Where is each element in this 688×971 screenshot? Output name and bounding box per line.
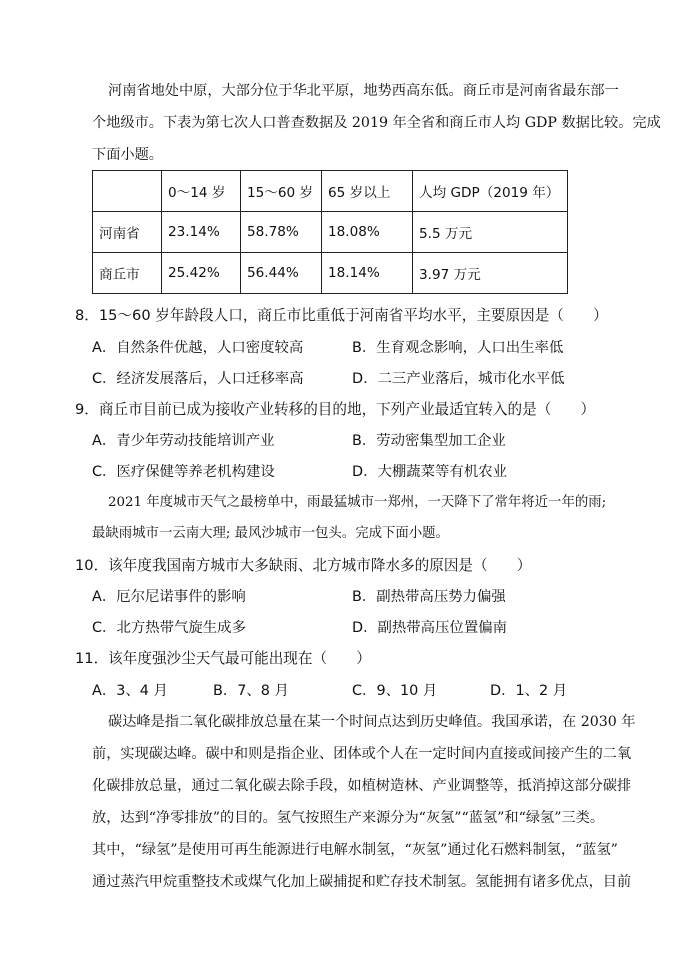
question-11-option-a: A．3、4 月 — [92, 683, 168, 699]
intro1-line-1: 河南省地处中原，大部分位于华北平原，地势西高东低。商丘市是河南省最东部一 — [108, 83, 619, 99]
table-cell: 25.42% — [162, 253, 241, 294]
question-9-stem: 9．商丘市目前已成为接收产业转移的目的地，下列产业最适宜转入的是（ ） — [75, 401, 596, 418]
table-cell: 河南省 — [93, 212, 162, 253]
question-9-option-c: C．医疗保健等养老机构建设 — [92, 464, 275, 480]
table-header-row — [93, 171, 568, 212]
population-gdp-table — [92, 170, 568, 294]
question-9-option-d: D．大棚蔬菜等有机农业 — [352, 464, 507, 480]
intro1-line-3: 下面小题。 — [92, 147, 163, 163]
table-cell: 3.97 万元 — [413, 253, 568, 294]
table-cell: 23.14% — [162, 212, 241, 253]
table-header-cell: 65 岁以上 — [322, 171, 413, 212]
question-9-option-a: A．青少年劳动技能培训产业 — [92, 433, 275, 449]
table-header-cell: 15～60 岁 — [241, 171, 322, 212]
table-header-cell: 人均 GDP（2019 年） — [413, 171, 568, 212]
table-cell: 56.44% — [241, 253, 322, 294]
question-8-option-b: B．生育观念影响，人口出生率低 — [352, 340, 564, 356]
table-cell: 18.08% — [322, 212, 413, 253]
intro3-line-1: 碳达峰是指二氧化碳排放总量在某一个时间点达到历史峰值。我国承诺，在 2030 年 — [108, 714, 636, 730]
table-row — [93, 253, 568, 294]
table-cell: 商丘市 — [93, 253, 162, 294]
table-header-cell: 0～14 岁 — [162, 171, 241, 212]
question-8-option-a: A．自然条件优越，人口密度较高 — [92, 340, 304, 356]
table-cell: 18.14% — [322, 253, 413, 294]
question-10-option-d: D．副热带高压位置偏南 — [352, 620, 507, 636]
intro3-line-2: 前，实现碳达峰。碳中和则是指企业、团体或个人在一定时间内直接或间接产生的二氧 — [92, 746, 632, 762]
question-11-option-b: B．7、8 月 — [213, 683, 289, 699]
intro2-line-1: 2021 年度城市天气之最榜单中，雨最猛城市一郑州，一天降下了常年将近一年的雨; — [108, 495, 607, 510]
question-10-option-a: A．厄尔尼诺事件的影响 — [92, 589, 246, 605]
table-cell: 58.78% — [241, 212, 322, 253]
table-header-cell — [93, 171, 162, 212]
intro3-line-4: 放，达到“净零排放”的目的。氢气按照生产来源分为“灰氢”“蓝氢”和“绿氢”三类。 — [92, 810, 605, 826]
question-9-option-b: B．劳动密集型加工企业 — [352, 433, 506, 449]
intro3-line-3: 化碳排放总量，通过二氧化碳去除手段，如植树造林、产业调整等，抵消掉这部分碳排 — [92, 778, 632, 794]
question-10-option-c: C．北方热带气旋生成多 — [92, 620, 246, 636]
intro3-line-5: 其中，“绿氢”是使用可再生能源进行电解水制氢，“灰氢”通过化石燃料制氢，“蓝氢” — [92, 842, 618, 858]
table-row — [93, 212, 568, 253]
table-cell: 5.5 万元 — [413, 212, 568, 253]
question-11-option-d: D．1、2 月 — [490, 683, 568, 699]
question-8-option-c: C．经济发展落后，人口迁移率高 — [92, 371, 304, 387]
question-11-stem: 11．该年度强沙尘天气最可能出现在（ ） — [75, 650, 371, 667]
question-8-stem: 8．15～60 岁年龄段人口，商丘市比重低于河南省平均水平，主要原因是（ ） — [75, 307, 608, 324]
intro1-line-2: 个地级市。下表为第七次人口普查数据及 2019 年全省和商丘市人均 GDP 数据比较。完成 — [92, 115, 661, 131]
intro3-line-6: 通过蒸汽甲烷重整技术或煤气化加上碳捕捉和贮存技术制氢。氢能拥有诸多优点，目前 — [92, 874, 632, 890]
question-10-stem: 10．该年度我国南方城市大多缺雨、北方城市降水多的原因是（ ） — [75, 557, 532, 574]
question-11-option-c: C．9、10 月 — [352, 683, 438, 699]
question-10-option-b: B．副热带高压势力偏强 — [352, 589, 506, 605]
question-8-option-d: D．二三产业落后，城市化水平低 — [352, 371, 565, 387]
intro2-line-2: 最缺雨城市一云南大理; 最风沙城市一包头。完成下面小题。 — [92, 526, 449, 541]
